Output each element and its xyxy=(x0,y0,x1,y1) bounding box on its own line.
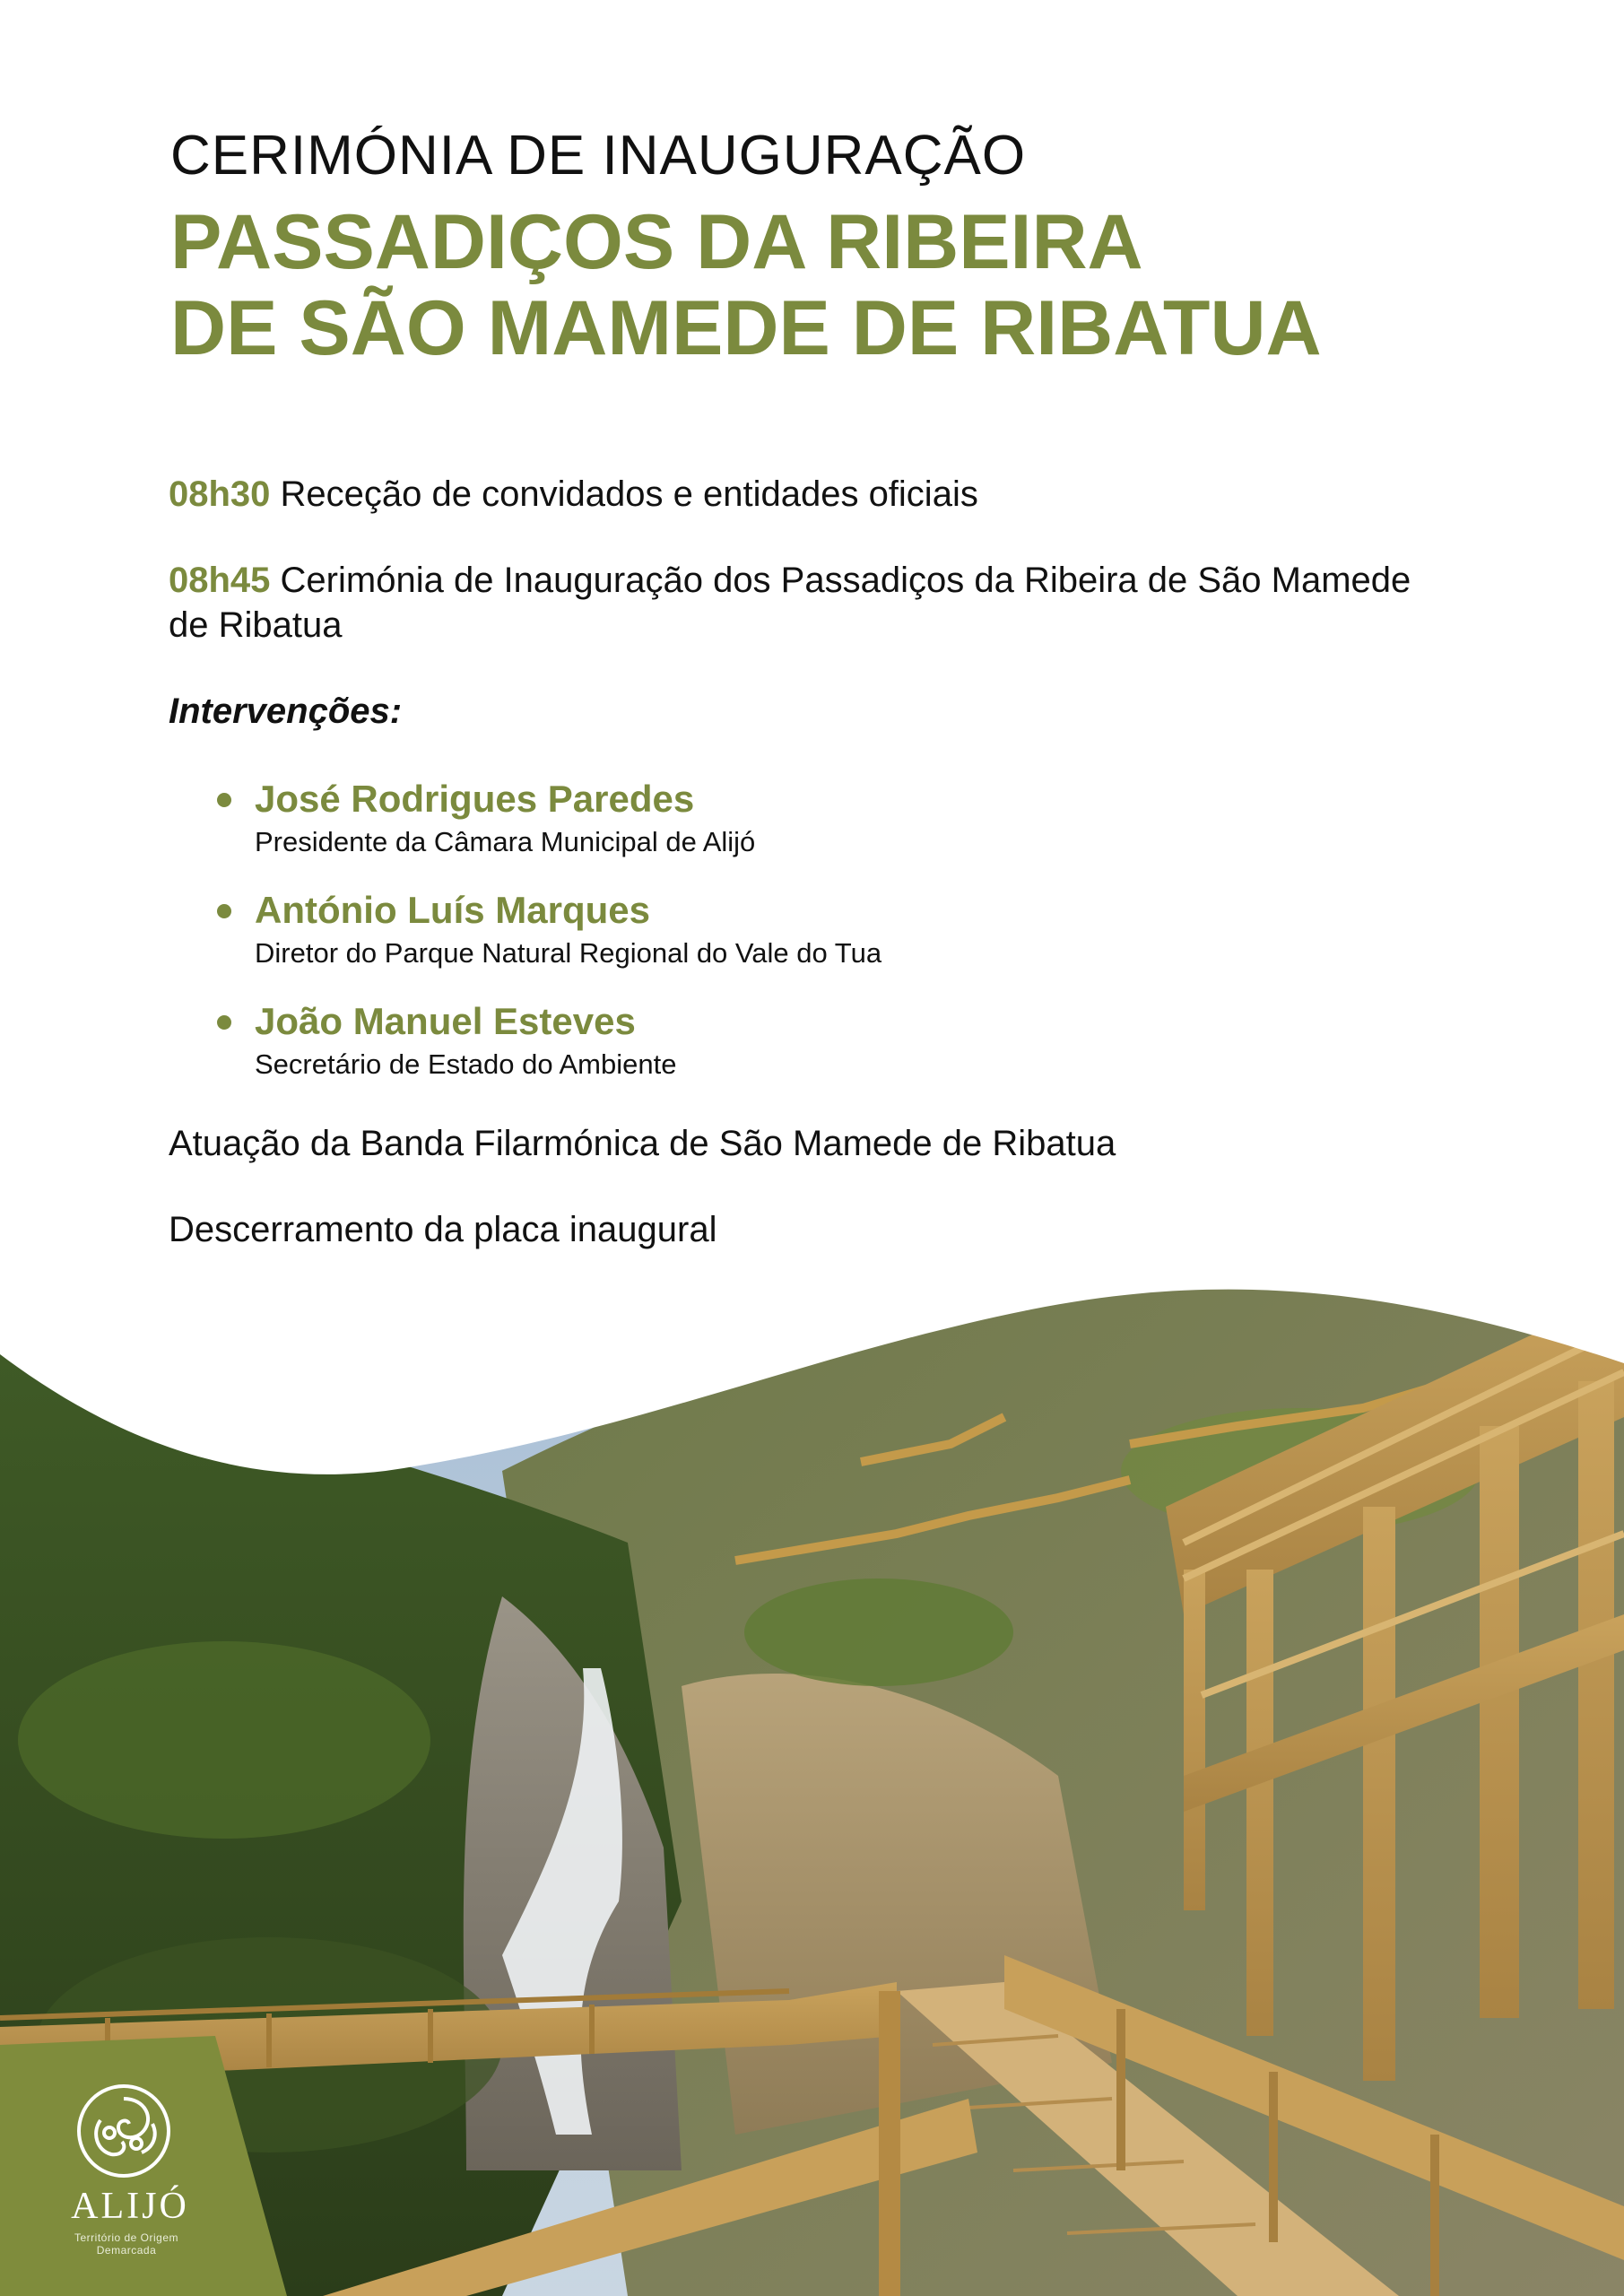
bullet-icon xyxy=(217,1015,231,1030)
speaker-name: António Luís Marques xyxy=(255,889,650,931)
event-title xyxy=(170,199,1322,371)
program xyxy=(169,472,1451,1293)
speaker-role: Secretário de Estado do Ambiente xyxy=(255,1048,677,1080)
speaker-item xyxy=(255,777,1451,863)
logo-wordmark: ALIJÓ xyxy=(71,2186,189,2227)
bullet-icon xyxy=(217,793,231,807)
program-item xyxy=(169,558,1451,648)
program-time: 08h45 xyxy=(169,561,271,600)
speaker-item xyxy=(255,999,1451,1085)
speaker-item xyxy=(255,888,1451,974)
program-time: 08h30 xyxy=(169,474,271,514)
interventions-heading: Intervenções: xyxy=(169,691,403,731)
bullet-icon xyxy=(217,904,231,918)
program-text: Receção de convidados e entidades oficiais xyxy=(280,474,978,514)
ceremony-kicker: CERIMÓNIA DE INAUGURAÇÃO xyxy=(170,125,1027,187)
program-item xyxy=(169,472,1451,517)
speaker-list xyxy=(169,777,1451,1085)
speaker-name: João Manuel Esteves xyxy=(255,1000,636,1042)
program-note: Descerramento da placa inaugural xyxy=(169,1210,717,1249)
speaker-name: José Rodrigues Paredes xyxy=(255,778,695,820)
logo-tagline: Território de Origem Demarcada xyxy=(74,2231,179,2257)
event-title-line-1: PASSADIÇOS DA RIBEIRA xyxy=(170,199,1143,285)
event-title-line-2: DE SÃO MAMEDE DE RIBATUA xyxy=(170,285,1322,371)
program-text: Cerimónia de Inauguração dos Passadiços da Ribeira de São Mamede de Ribatua xyxy=(169,561,1411,645)
speaker-role: Diretor do Parque Natural Regional do Vale do Tua xyxy=(255,937,882,969)
speaker-role: Presidente da Câmara Municipal de Alijó xyxy=(255,826,756,857)
spiral-emblem-icon xyxy=(74,2081,174,2181)
program-note: Atuação da Banda Filarmónica de São Mamede de Ribatua xyxy=(169,1124,1116,1163)
